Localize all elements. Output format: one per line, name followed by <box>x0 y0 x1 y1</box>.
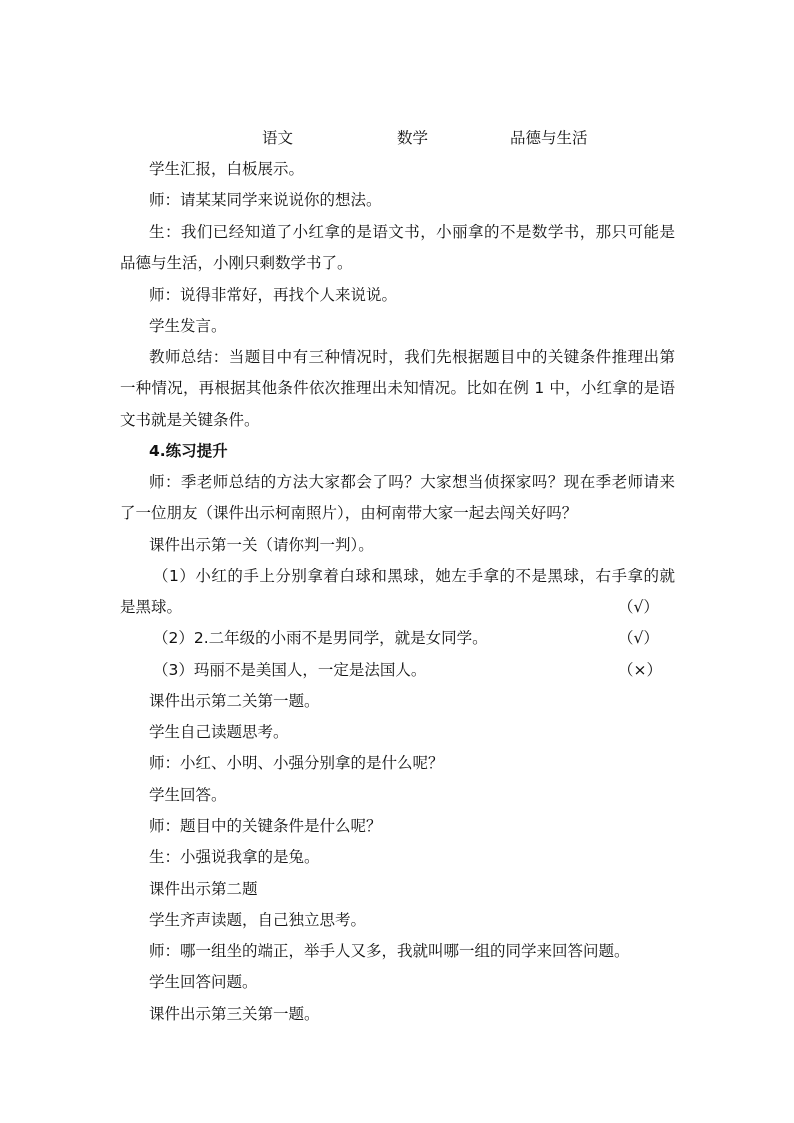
paragraph: 课件出示第二题 <box>149 880 258 898</box>
paragraph: 生：小强说我拿的是兔。 <box>149 848 320 866</box>
question-3: （3）玛丽不是美国人，一定是法国人。 <box>153 661 427 679</box>
paragraph: 一种情况，再根据其他条件依次推理出未知情况。比如在例 1 中，小红拿的是语 <box>120 379 675 397</box>
paragraph: 教师总结：当题目中有三种情况时，我们先根据题目中的关键条件推理出第 <box>149 348 675 366</box>
paragraph: 生：我们已经知道了小红拿的是语文书，小丽拿的不是数学书，那只可能是 <box>149 223 675 241</box>
paragraph: 学生回答。 <box>149 786 227 804</box>
subject-chinese: 语文 <box>262 129 294 147</box>
paragraph: 学生汇报，白板展示。 <box>149 160 305 178</box>
paragraph: 了一位朋友（课件出示柯南照片），由柯南带大家一起去闯关好吗？ <box>120 504 578 522</box>
question-1-cont: 是黑球。 <box>120 598 183 616</box>
paragraph: 课件出示第一关（请你判一判）。 <box>149 536 374 554</box>
subject-morality: 品德与生活 <box>510 129 588 147</box>
paragraph: 师：请某某同学来说说你的想法。 <box>149 191 382 209</box>
paragraph: 师：哪一组坐的端正，举手人又多，我就叫哪一组的同学来回答问题。 <box>149 942 630 960</box>
cross-mark: （×） <box>618 661 662 679</box>
paragraph: 学生回答问题。 <box>149 973 258 991</box>
paragraph: 文书就是关键条件。 <box>120 411 260 429</box>
check-mark: （√） <box>618 598 659 616</box>
section-heading: 4.练习提升 <box>149 442 228 460</box>
check-mark: （√） <box>618 629 659 647</box>
paragraph: 学生发言。 <box>149 317 227 335</box>
paragraph: 学生齐声读题，自己独立思考。 <box>149 911 367 929</box>
question-2: （2）2.二年级的小雨不是男同学，就是女同学。 <box>153 629 488 647</box>
paragraph: 课件出示第二关第一题。 <box>149 692 320 710</box>
paragraph: 师：题目中的关键条件是什么呢？ <box>149 817 382 835</box>
paragraph: 学生自己读题思考。 <box>149 723 289 741</box>
paragraph: 师：说得非常好，再找个人来说说。 <box>149 286 398 304</box>
paragraph: 师：季老师总结的方法大家都会了吗？大家想当侦探家吗？现在季老师请来 <box>149 473 675 491</box>
paragraph: 品德与生活，小刚只剩数学书了。 <box>120 254 353 272</box>
paragraph: 师：小红、小明、小强分别拿的是什么呢？ <box>149 754 444 772</box>
question-1: （1）小红的手上分别拿着白球和黑球，她左手拿的不是黑球，右手拿的就 <box>153 567 675 585</box>
subject-math: 数学 <box>397 129 429 147</box>
paragraph: 课件出示第三关第一题。 <box>149 1005 320 1023</box>
